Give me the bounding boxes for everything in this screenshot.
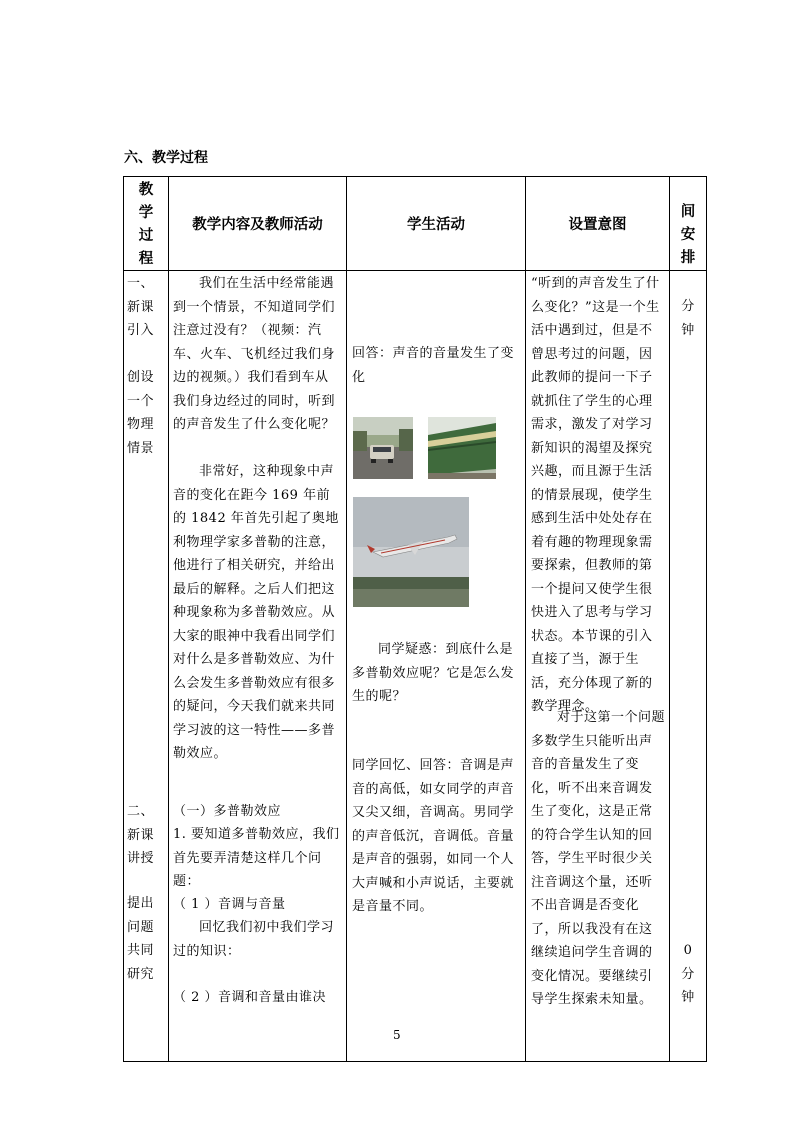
time-char: 钟 [681,322,695,338]
content-paragraph: 我们在生活中经常能遇到一个情景，不知道同学们注意过没有？（视频：汽车、火车、飞机经过我们身边的视频。）我们看到车从我们身边经过的同时，听到的声音发生了什么变化呢？ [173,276,336,432]
header-student: 学生活动 [407,215,465,233]
time-char: 0 [683,943,693,958]
content-paragraph: 回忆我们初中我们学习过的知识： [173,920,335,959]
content-question: （ 2 ）音调和音量由谁决 [173,990,327,1005]
stage-line: 新课 [127,827,155,843]
stage-intro-sub [127,366,167,460]
section-title: 六、教学过程 [124,150,208,166]
stage-intro [127,272,167,343]
stage-line: 引入 [127,323,155,338]
header-char: 教 [138,181,154,198]
header-process [129,178,163,270]
stage-line: 共同 [127,943,155,958]
stage-line: 二、 [127,804,155,819]
header-time [671,200,705,269]
time-allocation [671,295,705,342]
stage-new-lesson [127,800,167,871]
stage-line: 研究 [127,966,155,982]
content-subheading: （一）多普勒效应 [173,804,282,819]
header-char: 程 [138,250,154,267]
header-divider [123,270,707,271]
table-border-right [706,176,707,1062]
teaching-process-table [123,176,707,1062]
stage-line: 情景 [127,440,155,456]
header-char: 安 [680,226,696,243]
train-photo [428,417,496,479]
header-char: 排 [680,249,696,266]
time-char: 分 [681,966,695,982]
header-char: 间 [680,203,696,220]
column-divider [346,176,347,1062]
stage-line: 一、 [127,276,155,291]
header-content: 教学内容及教师活动 [192,215,323,233]
column-divider [168,176,169,1062]
time-allocation [671,939,705,1010]
student-answer: 回答：声音的音量发生了变化 [352,346,515,385]
student-answer: 同学回忆、回答：音调是声音的高低，如女同学的声音又尖又细，音调高。男同学的声音低沉，音调低。音量是声音的强弱，如同一个人大声喊和小声说话，主要就是音量不同。 [352,758,515,914]
stage-new-lesson-sub [127,892,167,986]
time-char: 钟 [681,990,695,1005]
header-intent: 设置意图 [568,215,627,233]
content-question: （ 1 ）音调与音量 [173,897,286,912]
intent-paragraph: “听到的声音发生了什么变化？”这是一个生活中遇到过，但是不曾思考过的问题，因此教师的提问一下子就抓住了学生的心理需求，激发了对学习新知识的渴望及探究兴趣，而且源于生活的情景展现，使学生感到生活中处处存在着有趣的物理现象需要探索，但教师的第一个提问又使学生很快进入了思考与学习状态。本节课的引入直接了当，源于生活，充分体现了新的教学理念。 [531,276,660,714]
stage-line: 新课 [127,299,155,315]
header-char: 过 [138,227,154,244]
stage-line: 一个 [127,393,155,409]
content-paragraph: 1. 要知道多普勒效应，我们首先要弄清楚这样几个问题： [173,827,340,889]
car-photo [353,417,413,479]
page-number: 5 [393,1028,401,1042]
time-char: 分 [681,299,695,314]
column-divider [525,176,526,1062]
table-border-left [123,176,124,1062]
intent-paragraph: 对于这第一个问题多数学生只能听出声音的音量发生了变化，听不出来音调发生了变化，这是正常的符合学生认知的回答，学生平时很少关注音调这个量，还听不出音调是否变化了，所以我没有在这继续追问学生音调的变化情况。要继续引导学生探索未知量。 [531,710,666,1007]
stage-line: 提出 [127,896,155,911]
student-question: 同学疑惑：到底什么是多普勒效应呢？它是怎么发生的呢？ [352,642,515,704]
stage-line: 物理 [127,417,155,432]
header-char: 学 [138,204,154,221]
content-paragraph: 非常好，这种现象中声音的变化在距今 169 年前的 1842 年首先引起了奥地利物理学家多普勒的注意，他进行了相关研究，并给出最后的解释。之后人们把这种现象称为多普勒效应。从大家的眼神中我看出同学们对什么是多普勒效应、为什么会发生多普勒效应有很多的疑问，今天我们就来共同学习波的这一特性——多普勒效应。 [173,464,339,761]
stage-line: 问题 [127,919,155,935]
stage-line: 讲授 [127,851,155,866]
column-divider [669,176,670,1062]
airplane-photo [353,497,469,607]
table-border-bottom [123,1061,707,1062]
stage-line: 创设 [127,370,155,385]
